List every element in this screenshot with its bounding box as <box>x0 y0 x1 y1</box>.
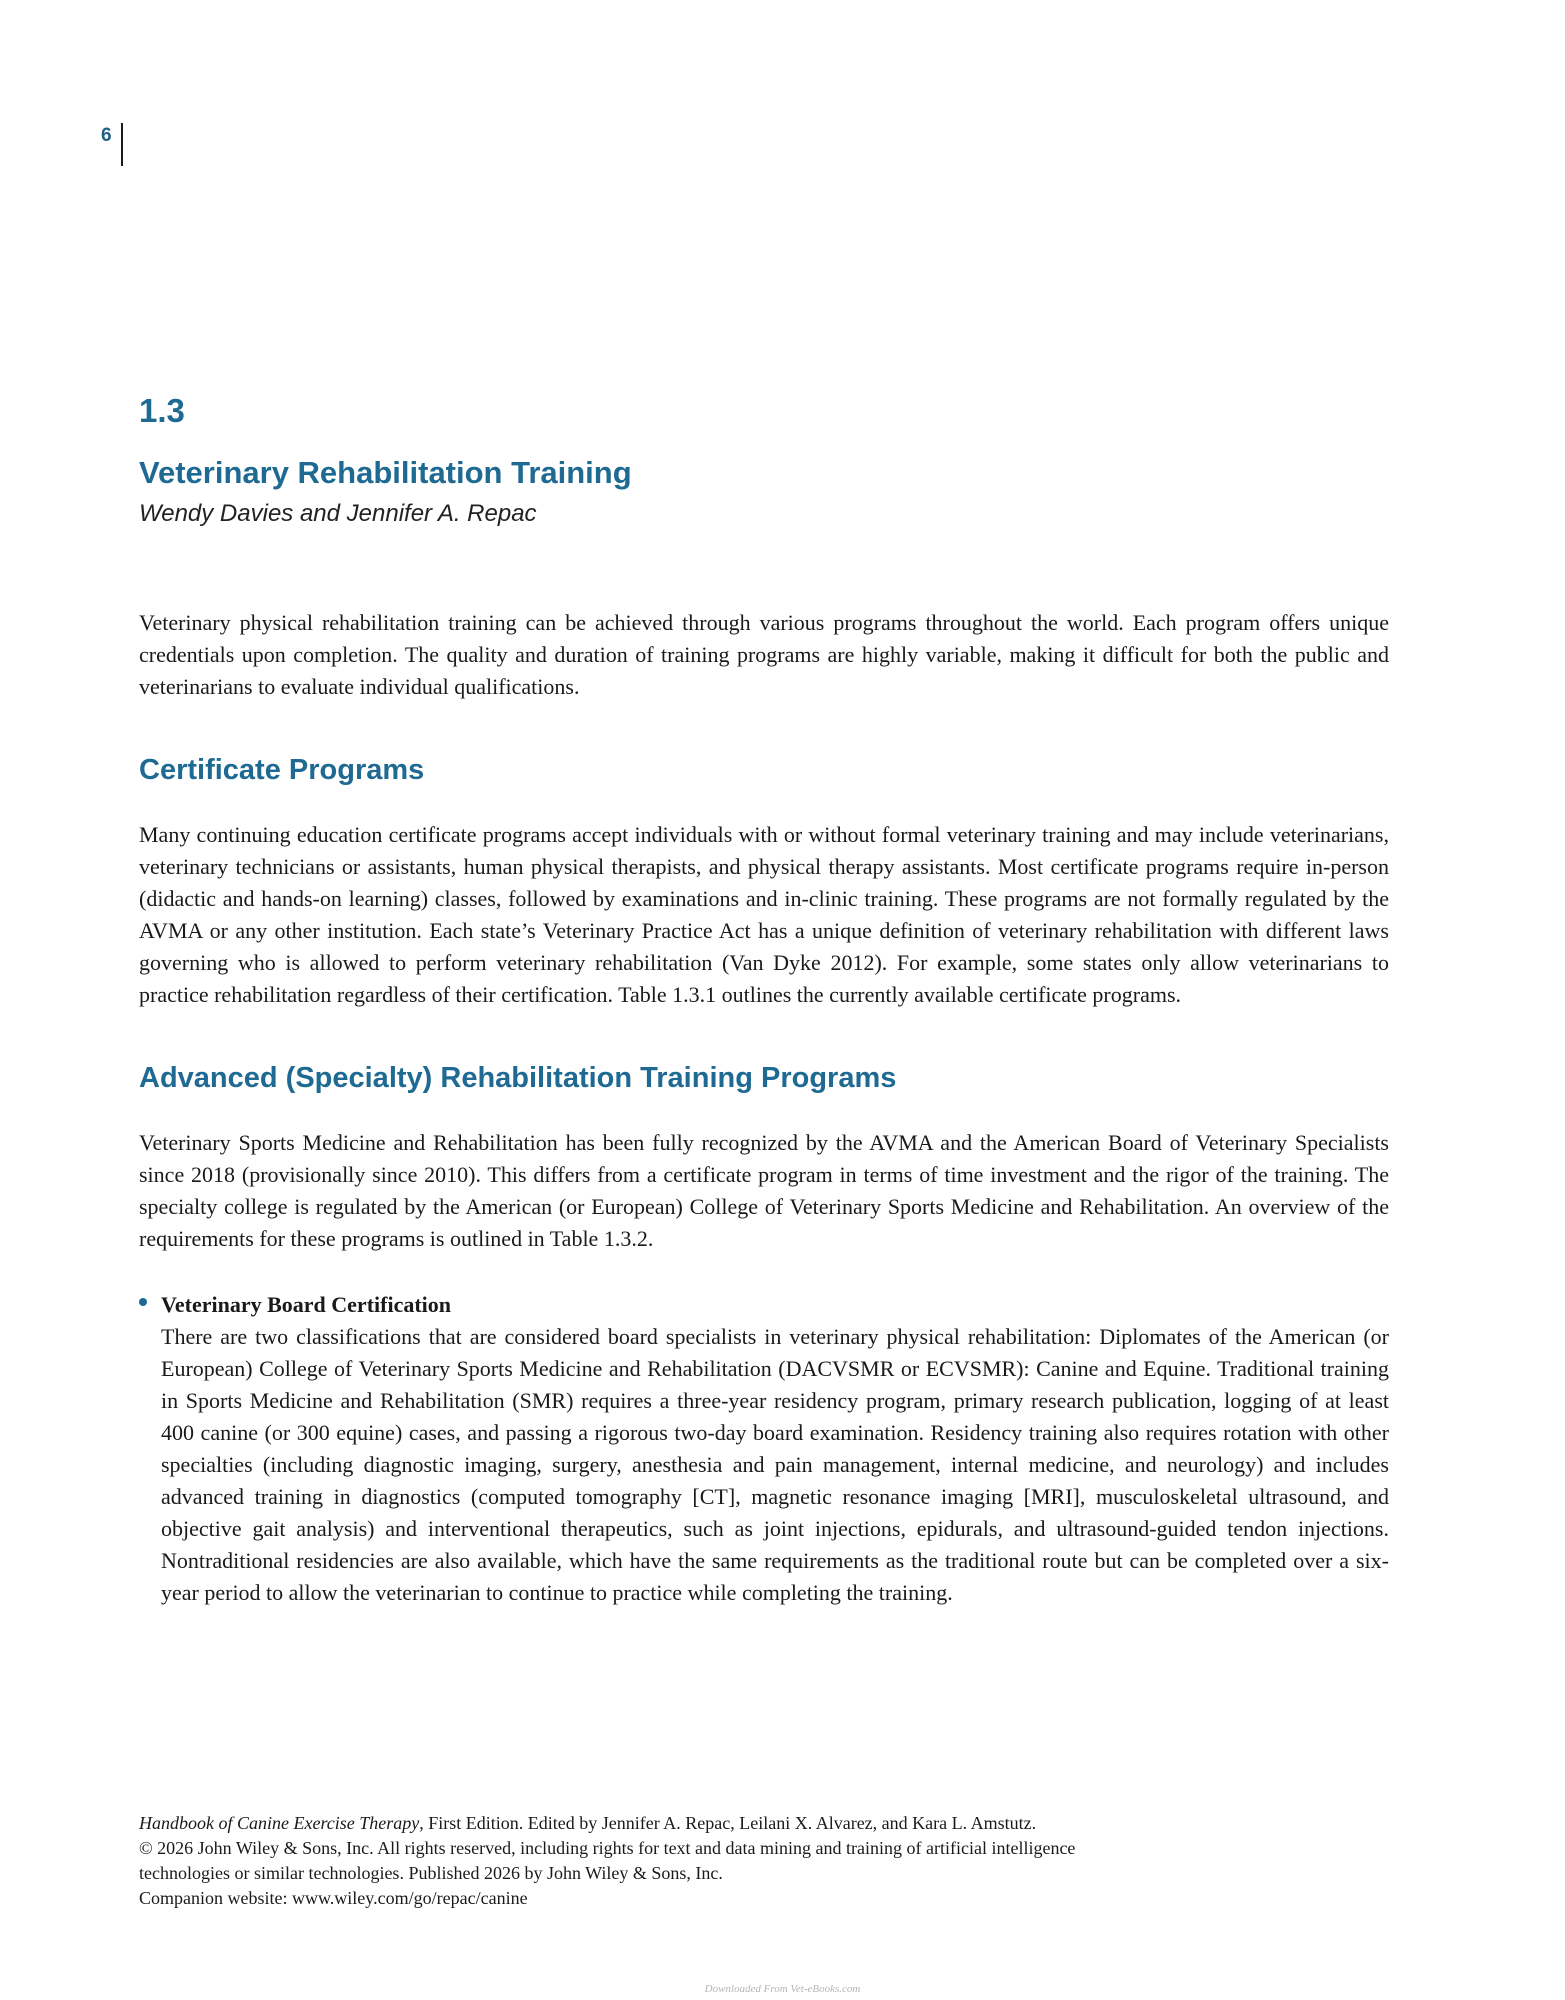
section-number: 1.3 <box>139 392 185 429</box>
footer-copyright-line-1: © 2026 John Wiley & Sons, Inc. All rights reserved, including rights for text and data mining and training of artificial intelligence <box>139 1838 1076 1858</box>
advanced-programs-heading: Advanced (Specialty) Rehabilitation Training Programs <box>139 1062 897 1094</box>
board-certification-paragraph: There are two classifications that are considered board specialists in veterinary physical rehabilitation: Diplomates of the American (or European) College of Veterinary Sports Medicine and Rehabilitation (DACVSMR or ECVSMR): Canine and Equine. Traditional training in Sports Medicine and Rehabilitation (SMR) requires a three-year residency program, primary research publication, logging of at least 400 canine (or 300 equine) cases, and passing a rigorous two-day board examination. Residency training also requires rotation with other specialties (including diagnostic imaging, surgery, anesthesia and pain management, internal medicine, and neurology) and includes advanced training in diagnostics (computed tomography [CT], magnetic resonance imaging [MRI], musculoskeletal ultrasound, and objective gait analysis) and interventional therapeutics, such as joint injections, epidurals, and ultrasound-guided tendon injections. Nontraditional residencies are also available, which have the same requirements as the traditional route but can be completed over a six-year period to allow the veterinarian to continue to practice while completing the training. <box>161 1324 1389 1605</box>
board-certification-title: Veterinary Board Certification <box>161 1292 452 1317</box>
page-number-rule <box>121 123 123 166</box>
footer-companion-website: Companion website: www.wiley.com/go/repac/canine <box>139 1888 528 1908</box>
page-number: 6 <box>101 125 112 146</box>
advanced-programs-paragraph: Veterinary Sports Medicine and Rehabilitation has been fully recognized by the AVMA and the American Board of Veterinary Specialists since 2018 (provisionally since 2010). This differs from a certificate program in terms of time investment and the rigor of the training. The specialty college is regulated by the American (or European) College of Veterinary Sports Medicine and Rehabilitation. An overview of the requirements for these programs is outlined in Table 1.3.2. <box>139 1130 1389 1251</box>
copyright-footer <box>139 1811 1389 1911</box>
footer-copyright-line-2: technologies or similar technologies. Published 2026 by John Wiley & Sons, Inc. <box>139 1863 723 1883</box>
bullet-dot-icon <box>139 1298 147 1306</box>
chapter-title: Veterinary Rehabilitation Training <box>139 455 632 490</box>
chapter-authors: Wendy Davies and Jennifer A. Repac <box>139 500 537 527</box>
download-watermark: Downloaded From Vet-eBooks.com <box>704 1983 861 1995</box>
footer-book-title: Handbook of Canine Exercise Therapy <box>139 1813 420 1833</box>
certificate-programs-heading: Certificate Programs <box>139 754 425 786</box>
footer-citation-line <box>139 1811 1389 1836</box>
main-content <box>139 385 1389 1609</box>
intro-paragraph: Veterinary physical rehabilitation training can be achieved through various programs throughout the world. Each program offers unique credentials upon completion. The quality and duration of training programs are highly variable, making it difficult for both the public and veterinarians to evaluate individual qualifications. <box>139 610 1389 699</box>
footer-edition-line: , First Edition. Edited by Jennifer A. Repac, Leilani X. Alvarez, and Kara L. Amstutz. <box>419 1813 1037 1833</box>
certificate-programs-paragraph: Many continuing education certificate programs accept individuals with or without formal veterinary training and may include veterinarians, veterinary technicians or assistants, human physical therapists, and physical therapy assistants. Most certificate programs require in-person (didactic and hands-on learning) classes, followed by examinations and in-clinic training. These programs are not formally regulated by the AVMA or any other institution. Each state’s Veterinary Practice Act has a unique definition of veterinary rehabilitation with different laws governing who is allowed to perform veterinary rehabilitation (Van Dyke 2012). For example, some states only allow veterinarians to practice rehabilitation regardless of their certification. Table 1.3.1 outlines the currently available certificate programs. <box>139 822 1389 1007</box>
board-certification-bullet <box>139 1289 1389 1609</box>
